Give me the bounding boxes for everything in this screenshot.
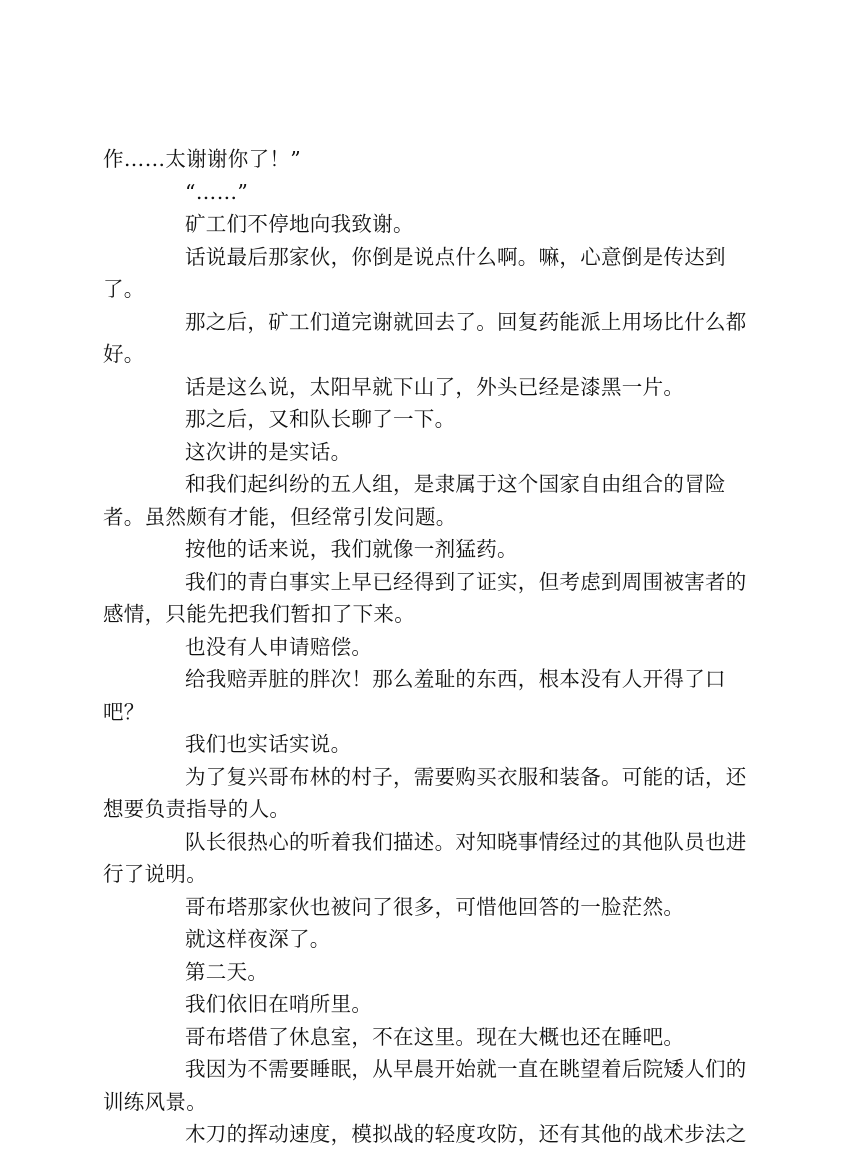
paragraph-8: 这次讲的是实话。 (185, 439, 352, 464)
paragraph-1: 作……太谢谢你了！” (103, 147, 301, 171)
paragraph-5: 那之后，矿工们道完谢就回去了。回复药能派上用场比什么都好。 (103, 309, 747, 366)
paragraph-6: 话是这么说，太阳早就下山了，外头已经是漆黑一片。 (185, 374, 685, 399)
paragraph-4: 话说最后那家伙，你倒是说点什么啊。嘛，心意倒是传达到了。 (103, 244, 726, 301)
paragraph-11: 我们的青白事实上早已经得到了证实，但考虑到周围被害者的感情，只能先把我们暂扣了下来。 (103, 569, 747, 626)
paragraph-14: 我们也实话实说。 (185, 732, 352, 756)
paragraph-19: 第二天。 (185, 959, 269, 984)
paragraph-9: 和我们起纠纷的五人组，是隶属于这个国家自由组合的冒险者。虽然颇有才能，但经常引发问题。 (103, 472, 726, 529)
body-text (103, 143, 753, 1151)
paragraph-10: 按他的话来说，我们就像一剂猛药。 (185, 537, 518, 561)
paragraph-17: 哥布塔那家伙也被问了很多，可惜他回答的一脸茫然。 (185, 894, 685, 919)
paragraph-22: 我因为不需要睡眠，从早晨开始就一直在眺望着后院矮人们的训练风景。 (103, 1057, 747, 1114)
paragraph-15: 为了复兴哥布林的村子，需要购买衣服和装备。可能的话，还想要负责指导的人。 (103, 764, 747, 821)
paragraph-18: 就这样夜深了。 (185, 927, 331, 951)
paragraph-23: 木刀的挥动速度，模拟战的轻度攻防，还有其他的战术步法之 (185, 1122, 747, 1146)
paragraph-16: 队长很热心的听着我们描述。对知晓事情经过的其他队员也进行了说明。 (103, 829, 747, 886)
paragraph-21: 哥布塔借了休息室，不在这里。现在大概也还在睡吧。 (185, 1024, 685, 1049)
paragraph-7: 那之后，又和队长聊了一下。 (185, 407, 456, 431)
paragraph-2: “……” (185, 179, 249, 204)
paragraph-3: 矿工们不停地向我致谢。 (185, 212, 414, 236)
paragraph-20: 我们依旧在哨所里。 (185, 992, 373, 1016)
paragraph-12: 也没有人申请赔偿。 (185, 634, 373, 659)
paragraph-13: 给我赔弄脏的胖次！那么羞耻的东西，根本没有人开得了口吧？ (103, 667, 726, 724)
